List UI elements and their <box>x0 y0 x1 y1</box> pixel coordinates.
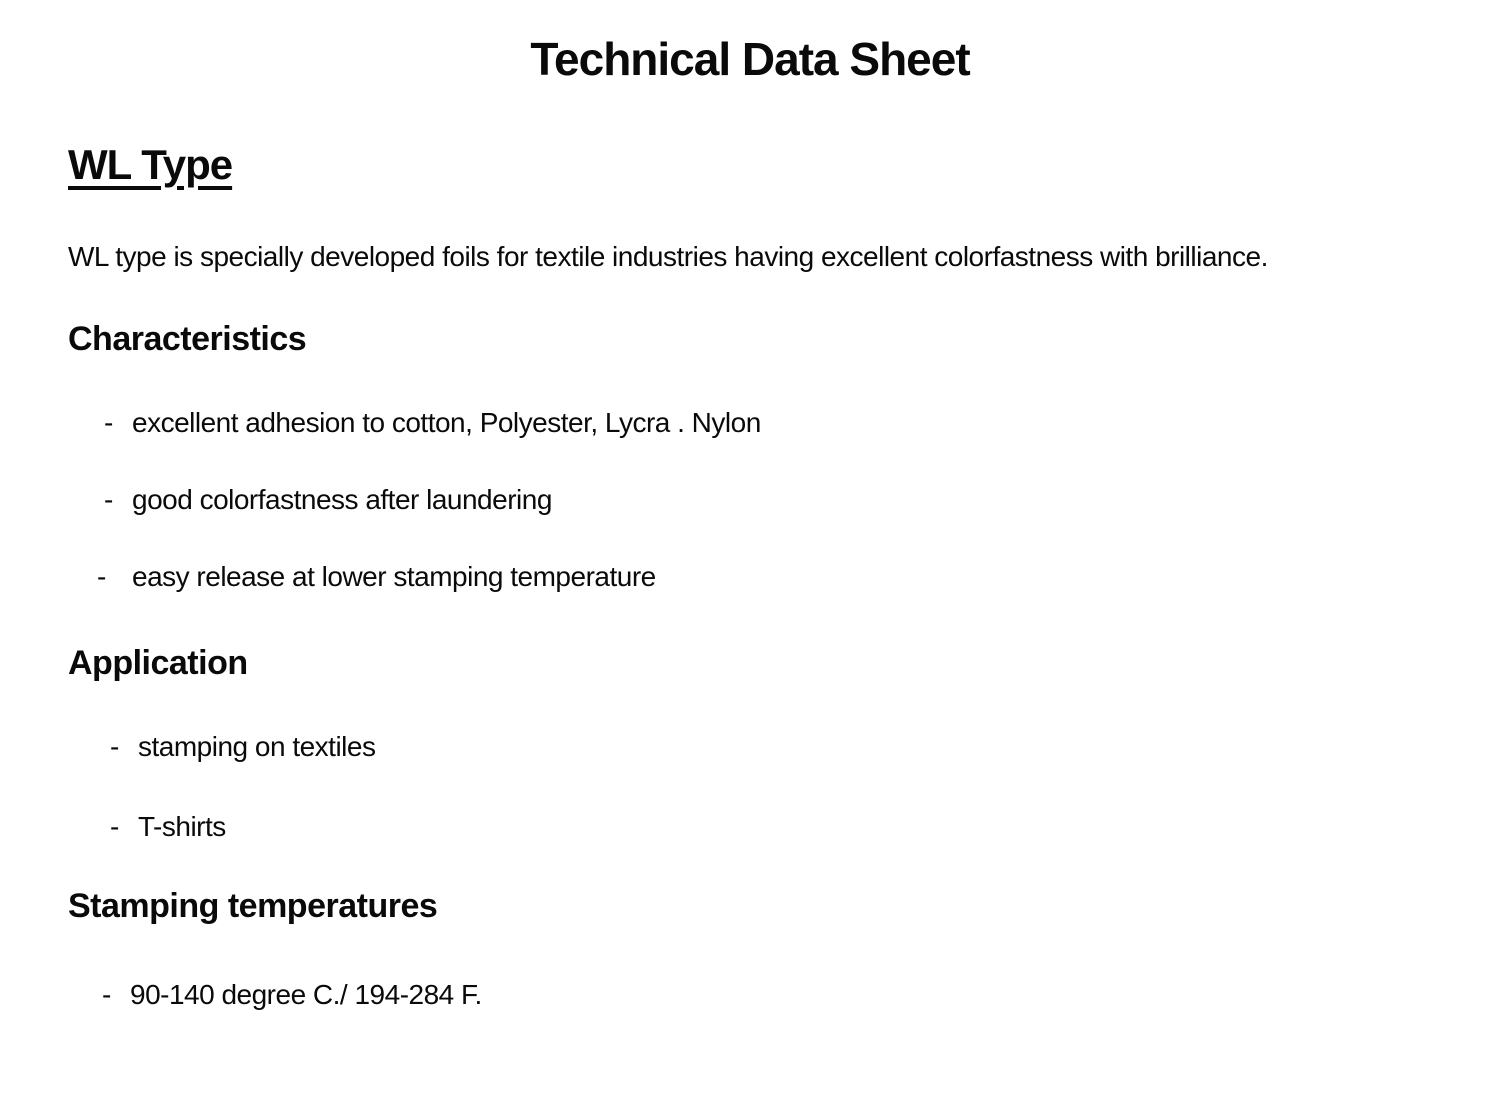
intro-paragraph: WL type is specially developed foils for textile industries having excellent colorfastness with brilliance. <box>68 241 1268 273</box>
bullet-dash: - <box>110 730 119 762</box>
section-heading-characteristics: Characteristics <box>68 320 307 359</box>
list-item <box>110 729 1500 764</box>
list-item <box>97 559 1500 594</box>
bullet-dash: - <box>97 560 106 592</box>
bullet-dash: - <box>104 483 113 515</box>
section-heading-application: Application <box>68 643 248 682</box>
page-title: Technical Data Sheet <box>530 33 970 85</box>
list-item-text: good colorfastness after laundering <box>132 483 552 515</box>
list-item <box>110 809 1500 844</box>
list-item-text: easy release at lower stamping temperature <box>132 560 656 592</box>
bullet-dash: - <box>110 810 119 842</box>
type-heading: WL Type <box>68 140 233 188</box>
list-item-text: 90-140 degree C./ 194-284 F. <box>130 978 482 1010</box>
bullet-dash: - <box>102 978 111 1010</box>
list-item-text: excellent adhesion to cotton, Polyester, Lycra . Nylon <box>132 406 761 438</box>
list-item <box>102 977 1500 1012</box>
list-item <box>104 405 1500 440</box>
list-item <box>104 482 1500 517</box>
list-item-text: stamping on textiles <box>138 730 376 762</box>
bullet-dash: - <box>104 406 113 438</box>
section-heading-stamping-temperatures: Stamping temperatures <box>68 886 438 925</box>
list-item-text: T-shirts <box>138 810 226 842</box>
